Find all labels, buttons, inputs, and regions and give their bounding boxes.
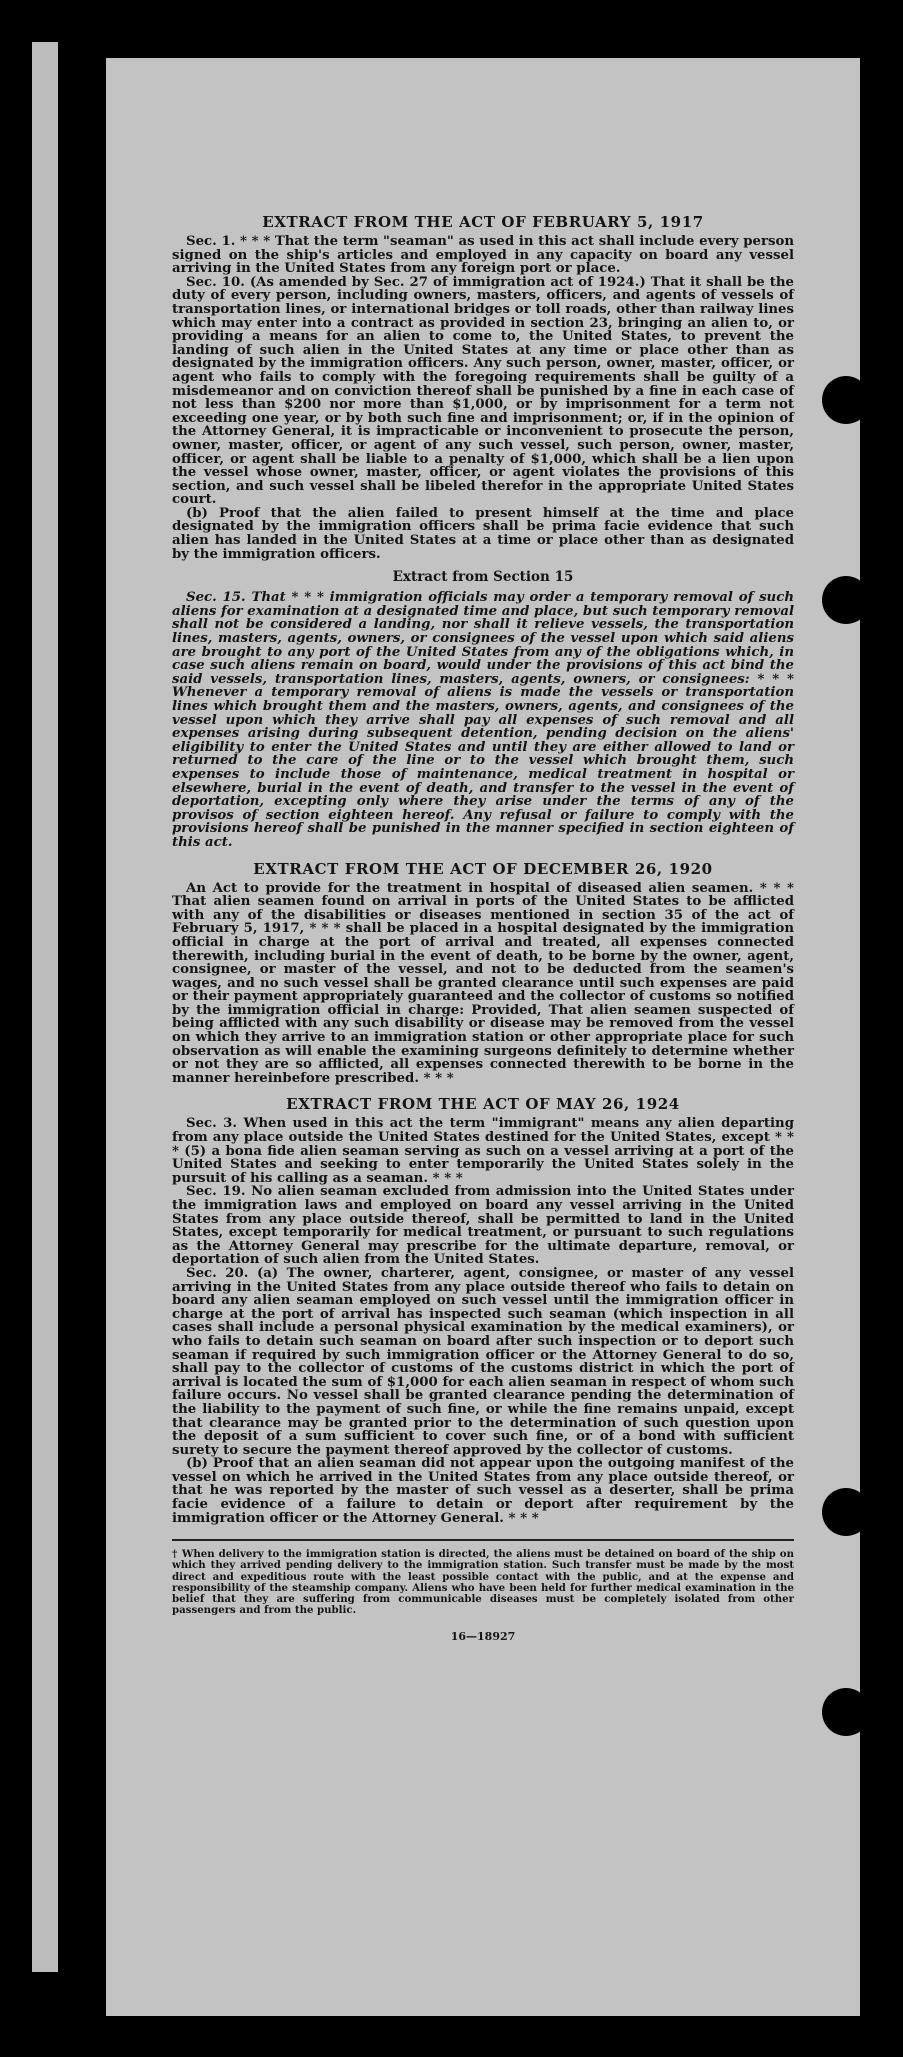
paragraph-section-15: Sec. 15. That * * * immigration officials may order a temporary removal of such aliens for examination at a designated time and place, but such temporary removal shall not be considered a landing, nor shall it relieve vessels, the transportation lines, masters, agents, owners, or consignees of the vessel upon which said aliens are brought to any port of the United States from any of the obligations which, in case such aliens remain on board, would under the provisions of this act bind the said vessels, transportation lines, masters, agents, owners, or consignees: * * * Whenever a temporary removal of aliens is made the vessels or transportation lines which brought them and the masters, owners, agents, and consignees of the vessel upon which they arrive shall pay all expenses of such removal and all expenses arising during subsequent detention, pending decision on the aliens' eligibility to enter the United States and until they are either allowed to land or returned to the care of the line or to the vessel which brought them, such expenses to include those of maintenance, medical treatment in hospital or elsewhere, burial in the event of death, and transfer to the vessel in the event of deportation, excepting only where they arise under the terms of any of the provisos of section eighteen hereof. Any refusal or failure to comply with the provisions hereof shall be punished in the manner specified in section eighteen of this act. [172, 590, 794, 850]
punch-hole [822, 1488, 870, 1536]
paragraph-section-3: Sec. 3. When used in this act the term "immigrant" means any alien departing from any place outside the United States destined for the United States, except * * * (5) a bona fide alien seaman serving as such on a vessel arriving at a port of the United States and seeking to enter temporarily the United States solely in the pursuit of his calling as a seaman. * * * [172, 1116, 794, 1186]
left-paper-strip [32, 42, 58, 1972]
heading-act-1920: EXTRACT FROM THE ACT OF DECEMBER 26, 1920 [253, 859, 713, 878]
punch-hole [822, 576, 870, 624]
form-number: 16—18927 [450, 1630, 516, 1644]
paragraph-act-1920: An Act to provide for the treatment in hospital of diseased alien seamen. * * * That alien seamen found on arrival in ports of the United States to be afflicted with any of the disabilities or diseases mentioned in section 35 of the act of February 5, 1917, * * * shall be placed in a hospital designated by the immigration official in charge at the port of arrival and treated, all expenses connected therewith, including burial in the event of death, to be borne by the owner, agent, consignee, or master of the vessel, and not to be deducted from the seamen's wages, and no such vessel shall be granted clearance until such expenses are paid or their payment appropriately guaranteed and the collector of customs so notified by the immigration official in charge: Provided, That alien seamen suspected of being afflicted with any such disability or disease may be removed from the vessel on which they arrive to an immigration station or other appropriate place for such observation as will enable the examining surgeons definitely to determine whether or not they are so afflicted, all expenses connected therewith to be borne in the manner hereinbefore prescribed. * * * [172, 880, 794, 1086]
heading-act-1917: EXTRACT FROM THE ACT OF FEBRUARY 5, 1917 [262, 213, 704, 231]
paragraph-section-20-b: (b) Proof that an alien seaman did not appear upon the outgoing manifest of the vessel on which he arrived in the United States from any place outside thereof, or that he was reported by the master of such vessel as a deserter, shall be prima facie evidence of a failure to detain or deport after requirement by the immigration officer or the Attorney General. * * * [172, 1456, 794, 1526]
footnote-divider [172, 1539, 794, 1541]
document-page [106, 58, 860, 2016]
subheading-section-15: Extract from Section 15 [392, 569, 574, 586]
paragraph-section-10-b: (b) Proof that the alien failed to present himself at the time and place designated by the immigration officers shall be prima facie evidence that such alien has landed in the United States at a time or place other than as designated by the immigration officers. [172, 505, 794, 562]
heading-act-1924: EXTRACT FROM THE ACT OF MAY 26, 1924 [286, 1095, 680, 1114]
footnote: † When delivery to the immigration station is directed, the aliens must be detained on board of the ship on which they arrived pending delivery to the immigration station. Such transfer must be made by the most direct and expeditious route with the least possible contact with the public, and at the expense and responsibility of the steamship company. Aliens who have been held for further medical examination in the belief that they are suffering from communicable diseases must be completely isolated from other passengers and from the public. [172, 1548, 794, 1617]
paragraph-section-1: Sec. 1. * * * That the term "seaman" as used in this act shall include every person signed on the ship's articles and employed in any capacity on board any vessel arriving in the United States from any foreign port or place. [172, 234, 794, 277]
paragraph-section-19: Sec. 19. No alien seaman excluded from admission into the United States under the immigration laws and employed on board any vessel arriving in the United States from any place outside thereof, shall be permitted to land in the United States, except temporarily for medical treatment, or pursuant to such regulations as the Attorney General may prescribe for the ultimate departure, removal, or deportation of such alien from the United States. [172, 1184, 794, 1268]
punch-hole [822, 1688, 870, 1736]
paragraph-section-10: Sec. 10. (As amended by Sec. 27 of immigration act of 1924.) That it shall be the duty of every person, including owners, masters, officers, and agents of vessels of transportation lines, or international bridges or toll roads, other than railway lines which may enter into a contract as provided in section 23, bringing an alien to, or providing a means for an alien to come to, the United States, to prevent the landing of such alien in the United States at any time or place other than as designated by the immigration officers. Any such person, owner, master, officer, or agent who fails to comply with the foregoing requirements shall be guilty of a misdemeanor and on conviction thereof shall be punished by a fine in each case of not less than $200 nor more than $1,000, or by imprisonment for a term not exceeding one year, or by both such fine and imprisonment; or, if in the opinion of the Attorney General, it is impracticable or inconvenient to prosecute the person, owner, master, officer, or agent of any such vessel, such person, owner, master, officer, or agent shall be liable to a penalty of $1,000, which shall be a lien upon the vessel whose owner, master, officer, or agent violates the provisions of this section, and such vessel shall be libeled therefor in the appropriate United States court. [172, 274, 794, 508]
paragraph-section-20-a: Sec. 20. (a) The owner, charterer, agent, consignee, or master of any vessel arriving in the United States from any place outside thereof who fails to detain on board any alien seaman employed on such vessel until the immigration officer in charge at the port of arrival has inspected such seaman (which inspection in all cases shall include a personal physical examination by the medical examiners), or who fails to detain such seaman on board after such inspection or to deport such seaman if required by such immigration officer or the Attorney General to do so, shall pay to the collector of customs of the customs district in which the port of arrival is located the sum of $1,000 for each alien seaman in respect of whom such failure occurs. No vessel shall be granted clearance pending the determination of the liability to the payment of such fine, or while the fine remains unpaid, except that clearance may be granted prior to the determination of such question upon the deposit of a sum sufficient to cover such fine, or of a bond with sufficient surety to secure the payment thereof approved by the collector of customs. [172, 1265, 794, 1458]
punch-hole [822, 376, 870, 424]
